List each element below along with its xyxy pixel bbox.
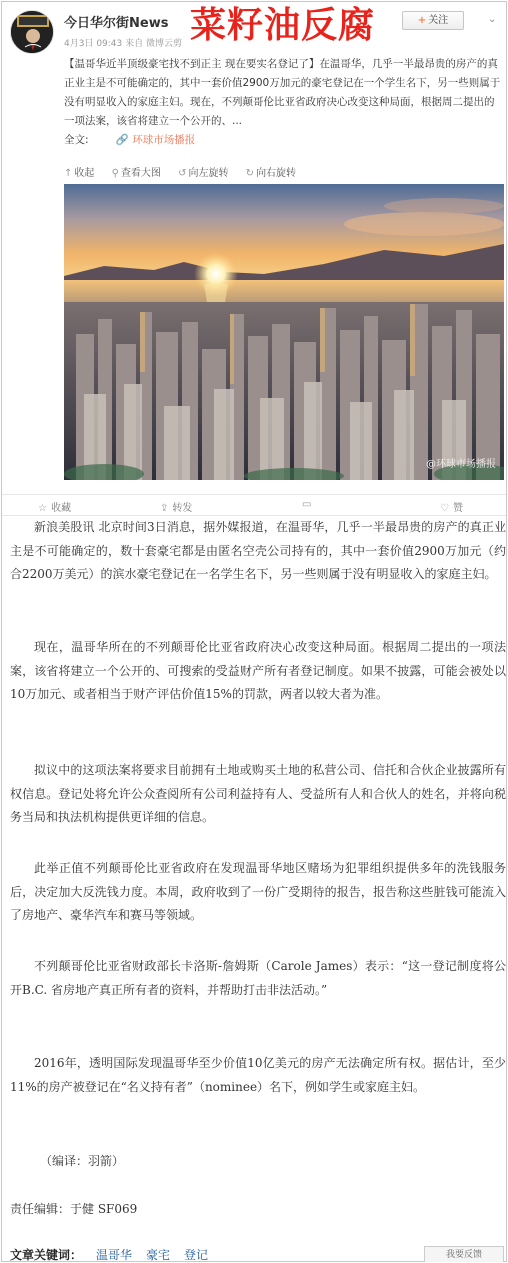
article-paragraph-4: 此举正值不列颠哥伦比亚省政府在发现温哥华地区赌场为犯罪组织提供多年的洗钱服务后，决定加大反洗钱力度。本周，政府收到了一份广受期待的报告，报告称这些脏钱可能流入了房地产、豪华汽车和赛马等领域。 xyxy=(10,861,506,922)
article-paragraph-6: 2016年，透明国际发现温哥华至少价值10亿美元的房产无法确定所有权。据估计，至少11%的房产被登记在“名义持有者”（nominee）名下，例如学生或家庭主妇。 xyxy=(10,1056,506,1094)
post-action-bar xyxy=(2,494,506,516)
article-paragraph-5: 不列颠哥伦比亚省财政部长卡洛斯-詹姆斯（Carole James）表示：“这一登记制度将公开B.C. 省房地产真正所有者的资料，并帮助打击非法活动。” xyxy=(10,959,506,997)
favorite-button[interactable] xyxy=(38,499,71,514)
feedback-tab[interactable]: 我要反馈 xyxy=(424,1246,504,1262)
follow-label: 关注 xyxy=(428,15,449,26)
link-icon: 🔗 xyxy=(115,134,129,146)
post-photo[interactable] xyxy=(64,184,504,480)
article-paragraph-1: 新浪美股讯 北京时间3日消息，据外媒报道，在温哥华，几乎一半最昂贵的房产的真正业主是不可能确定的，数十套豪宅都是由匿名空壳公司持有的，其中一套价值2900万加元（约合2200万美元）的滨水豪宅登记在一名学生名下，另一些则属于没有明显收入的家庭主妇。 xyxy=(10,520,506,581)
editor-credit: 责任编辑：于健 SF069 xyxy=(10,1202,138,1216)
collapse-button[interactable] xyxy=(64,168,94,179)
collapse-label: 收起 xyxy=(74,168,95,179)
post-text: 【温哥华近半顶级豪宅找不到正主 现在要实名登记了】在温哥华，几乎一半最昂贵的房产的真正业主是不可能确定的，其中一套价值2900万加元的豪宅登记在一个学生名下，另一些则属于没有明显收入的家庭主妇。现在，不列颠哥伦比亚省政府决心改变这种局面，根据周二提出的一项法案，该省将建立一个公开的、... xyxy=(64,58,501,127)
image-toolbar xyxy=(64,164,310,179)
rotate-right-label: 向右旋转 xyxy=(256,168,297,179)
link-text: 环球市场播报 xyxy=(132,134,196,146)
favorite-label: 收藏 xyxy=(50,503,71,514)
repost-icon: ⇪ xyxy=(160,503,169,514)
star-icon: ☆ xyxy=(38,503,47,514)
follow-button[interactable] xyxy=(402,11,464,30)
like-button[interactable] xyxy=(440,499,463,514)
user-name[interactable]: 今日华尔街News xyxy=(64,16,169,31)
plus-icon: + xyxy=(417,15,427,26)
article-paragraph-2: 现在，温哥华所在的不列颠哥伦比亚省政府决心改变这种局面。根据周二提出的一项法案，该省将建立一个公开的、可搜索的受益财产所有者登记制度。如果不披露，可能会被处以10万加元、或者相当于财产评估价值15%的罚款，两者以较大者为准。 xyxy=(10,640,506,701)
like-label: 赞 xyxy=(452,503,463,514)
rotate-left-icon: ↺ xyxy=(178,168,187,179)
rotate-left-button[interactable] xyxy=(178,168,228,179)
article-paragraph-3: 拟议中的这项法案将要求目前拥有土地或购买土地的私营公司、信托和合伙企业披露所有权信息。登记处将允许公众查阅所有公司利益持有人、受益所有人和合伙人的姓名，并将向税务当局和执法机构提供更详细的信息。 xyxy=(10,763,506,824)
repost-label: 转发 xyxy=(172,503,193,514)
arrow-up-icon: ↑ xyxy=(64,168,73,179)
user-avatar[interactable] xyxy=(10,10,54,54)
rotate-right-button[interactable] xyxy=(246,168,296,179)
photo-watermark: @环球市场播报 xyxy=(426,459,496,470)
rotate-left-label: 向左旋转 xyxy=(188,168,229,179)
view-large-button[interactable] xyxy=(112,168,161,179)
keyword-link[interactable]: 豪宅 xyxy=(146,1248,171,1262)
translator-credit: （编译：羽箭） xyxy=(40,1154,125,1168)
comment-button[interactable] xyxy=(302,499,315,510)
keywords-label: 文章关键词： xyxy=(10,1248,83,1262)
keyword-link[interactable]: 登记 xyxy=(184,1248,209,1262)
page-frame xyxy=(1,1,507,1262)
full-text-line xyxy=(64,132,195,147)
repost-button[interactable] xyxy=(160,499,192,514)
keyword-link[interactable]: 温哥华 xyxy=(96,1248,133,1262)
post-meta: 4月3日 09:43 来自 微博云剪 xyxy=(64,39,182,49)
full-text-label: 全文: xyxy=(64,134,89,146)
full-text-link[interactable] xyxy=(116,134,195,146)
weibo-post-card xyxy=(2,2,506,494)
chevron-down-icon[interactable]: ⌄ xyxy=(488,14,497,25)
magnifier-icon: ⚲ xyxy=(111,168,119,179)
view-large-label: 查看大图 xyxy=(120,168,161,179)
article-keywords xyxy=(10,1244,208,1262)
rotate-right-icon: ↻ xyxy=(245,168,255,179)
thumbs-up-icon: ♡ xyxy=(440,503,449,514)
comment-icon: ▭ xyxy=(302,499,312,510)
overlay-title: 菜籽油反腐 xyxy=(190,5,376,46)
city-sunset-image xyxy=(64,184,504,480)
